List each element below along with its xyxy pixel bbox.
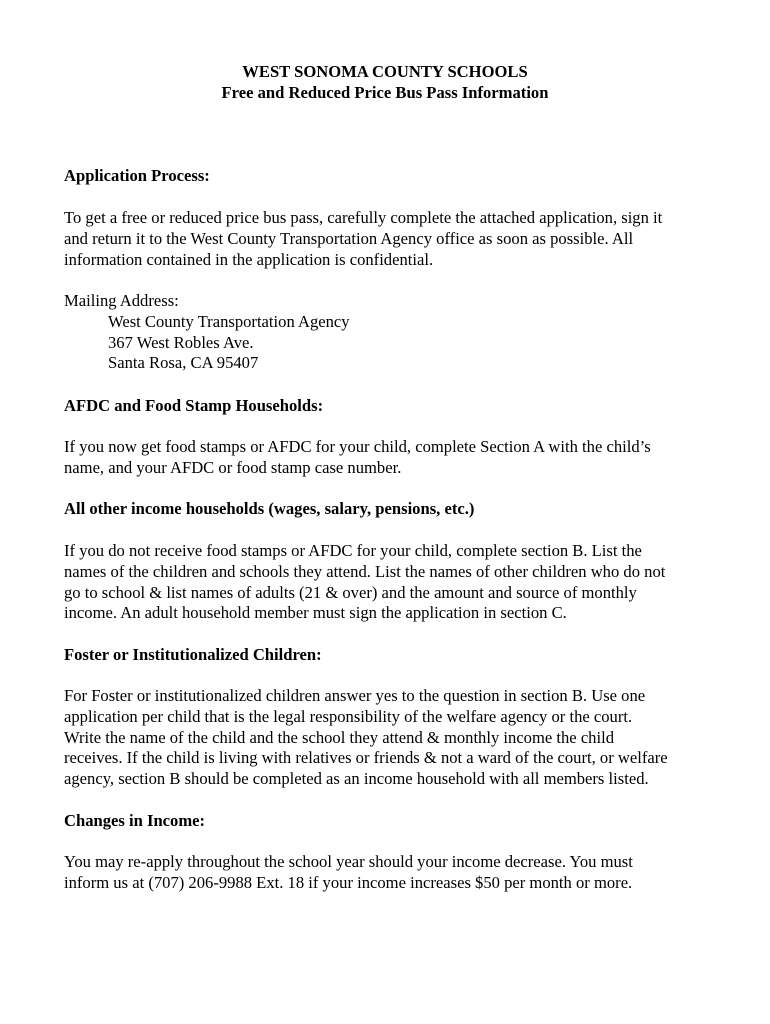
paragraph-line: Write the name of the child and the school they attend & monthly income the child	[64, 727, 614, 747]
address-line: 367 West Robles Ave.	[108, 332, 254, 352]
paragraph-line: If you do not receive food stamps or AFDC for your child, complete section B. List the	[64, 541, 642, 560]
changes-paragraph	[64, 852, 724, 894]
paragraph-line: For Foster or institutionalized children answer yes to the question in section B. Use one	[64, 686, 646, 705]
afdc-heading: AFDC and Food Stamp Households:	[64, 396, 324, 415]
document-subtitle: Free and Reduced Price Bus Pass Information	[221, 83, 549, 102]
document-title: WEST SONOMA COUNTY SCHOOLS	[242, 62, 528, 81]
paragraph-line: To get a free or reduced price bus pass, carefully complete the attached application, sign it	[64, 208, 663, 227]
mailing-address-label: Mailing Address:	[64, 291, 179, 310]
paragraph-line: application per child that is the legal responsibility of the welfare agency or the court.	[64, 706, 633, 726]
paragraph-line: information contained in the application is confidential.	[64, 249, 434, 269]
paragraph-line: You may re-apply throughout the school year should your income decrease. You must	[64, 852, 633, 871]
foster-heading: Foster or Institutionalized Children:	[64, 645, 322, 664]
other-income-paragraph	[64, 541, 724, 624]
paragraph-line: names of the children and schools they attend. List the names of other children who do not	[64, 561, 666, 581]
address-line: Santa Rosa, CA 95407	[108, 353, 259, 373]
foster-paragraph	[64, 686, 724, 790]
paragraph-line: name, and your AFDC or food stamp case number.	[64, 457, 402, 477]
application-heading: Application Process:	[64, 166, 210, 185]
paragraph-line: If you now get food stamps or AFDC for your child, complete Section A with the child’s	[64, 437, 651, 456]
mailing-address-block	[64, 291, 724, 374]
paragraph-line: receives. If the child is living with relatives or friends & not a ward of the court, or welfare	[64, 748, 668, 768]
other-income-heading: All other income households (wages, salary, pensions, etc.)	[64, 499, 475, 518]
address-line: West County Transportation Agency	[108, 311, 350, 331]
paragraph-line: and return it to the West County Transportation Agency office as soon as possible. All	[64, 228, 634, 248]
afdc-paragraph	[64, 437, 724, 479]
paragraph-line: agency, section B should be completed as an income household with all members listed.	[64, 769, 649, 789]
paragraph-line: go to school & list names of adults (21 & over) and the amount and source of monthly	[64, 582, 637, 602]
changes-heading: Changes in Income:	[64, 811, 206, 830]
paragraph-line: income. An adult household member must sign the application in section C.	[64, 603, 567, 623]
application-paragraph	[64, 208, 724, 270]
paragraph-line: inform us at (707) 206-9988 Ext. 18 if your income increases $50 per month or more.	[64, 872, 633, 892]
